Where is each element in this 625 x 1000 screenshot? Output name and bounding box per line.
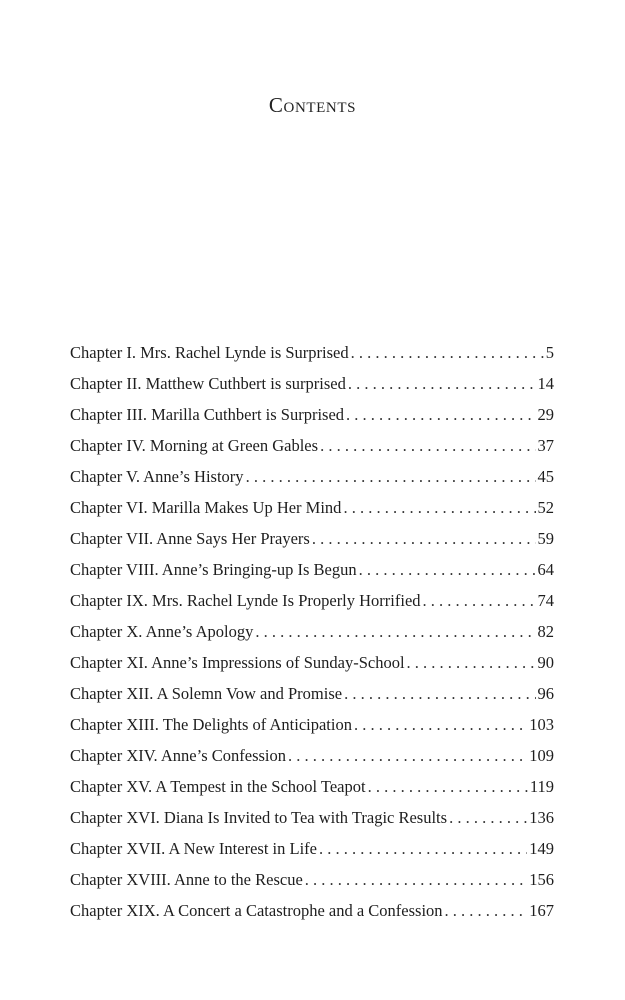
dot-leader bbox=[445, 897, 528, 925]
toc-entry bbox=[70, 432, 554, 463]
table-of-contents bbox=[70, 339, 554, 928]
toc-entry bbox=[70, 370, 554, 401]
page-number: 90 bbox=[537, 653, 554, 672]
dot-leader bbox=[346, 401, 535, 429]
chapter-title: Chapter XIV. Anne’s Confession bbox=[70, 746, 287, 765]
page-number: 45 bbox=[537, 467, 554, 486]
dot-leader bbox=[348, 370, 536, 398]
chapter-title: Chapter XIX. A Concert a Catastrophe and a Confession bbox=[70, 901, 443, 920]
dot-leader bbox=[368, 773, 528, 801]
dot-leader bbox=[344, 680, 535, 708]
toc-entry bbox=[70, 556, 554, 587]
page-number: 29 bbox=[537, 405, 554, 424]
dot-leader bbox=[449, 804, 527, 832]
page-number: 149 bbox=[529, 839, 554, 858]
page-number: 14 bbox=[537, 374, 554, 393]
dot-leader bbox=[407, 649, 536, 677]
page-number: 96 bbox=[537, 684, 554, 703]
page-number: 59 bbox=[537, 529, 554, 548]
page-number: 103 bbox=[529, 715, 554, 734]
dot-leader bbox=[343, 494, 535, 522]
dot-leader bbox=[359, 556, 536, 584]
page-number: 119 bbox=[529, 777, 554, 796]
chapter-title: Chapter XII. A Solemn Vow and Promise bbox=[70, 684, 343, 703]
page-number: 109 bbox=[529, 746, 554, 765]
page-title: Contents bbox=[268, 93, 357, 117]
page-number: 82 bbox=[537, 622, 554, 641]
toc-entry bbox=[70, 463, 554, 494]
toc-entry bbox=[70, 866, 554, 897]
dot-leader bbox=[320, 432, 535, 460]
chapter-title: Chapter IV. Morning at Green Gables bbox=[70, 436, 319, 455]
chapter-title: Chapter V. Anne’s History bbox=[70, 467, 244, 486]
chapter-title: Chapter XV. A Tempest in the School Teapot bbox=[70, 777, 366, 796]
chapter-title: Chapter III. Marilla Cuthbert is Surprised bbox=[70, 405, 345, 424]
chapter-title: Chapter II. Matthew Cuthbert is surprised bbox=[70, 374, 346, 393]
toc-entry bbox=[70, 680, 554, 711]
chapter-title: Chapter IX. Mrs. Rachel Lynde Is Properly Horrified bbox=[70, 591, 421, 610]
toc-entry bbox=[70, 835, 554, 866]
dot-leader bbox=[351, 339, 544, 367]
chapter-title: Chapter XI. Anne’s Impressions of Sunday-School bbox=[70, 653, 405, 672]
page-number: 64 bbox=[537, 560, 554, 579]
dot-leader bbox=[288, 742, 527, 770]
toc-entry bbox=[70, 897, 554, 928]
chapter-title: Chapter XVIII. Anne to the Rescue bbox=[70, 870, 303, 889]
page-number: 37 bbox=[537, 436, 554, 455]
dot-leader bbox=[246, 463, 536, 491]
toc-entry bbox=[70, 525, 554, 556]
dot-leader bbox=[255, 618, 535, 646]
chapter-title: Chapter VIII. Anne’s Bringing-up Is Begun bbox=[70, 560, 357, 579]
chapter-title: Chapter VII. Anne Says Her Prayers bbox=[70, 529, 310, 548]
page-number: 5 bbox=[545, 343, 554, 362]
page-number: 156 bbox=[529, 870, 554, 889]
toc-entry bbox=[70, 339, 554, 370]
chapter-title: Chapter XVII. A New Interest in Life bbox=[70, 839, 317, 858]
toc-entry bbox=[70, 494, 554, 525]
dot-leader bbox=[319, 835, 527, 863]
chapter-title: Chapter XIII. The Delights of Anticipation bbox=[70, 715, 352, 734]
dot-leader bbox=[312, 525, 536, 553]
toc-entry bbox=[70, 773, 554, 804]
page-number: 74 bbox=[537, 591, 554, 610]
chapter-title: Chapter I. Mrs. Rachel Lynde is Surprised bbox=[70, 343, 349, 362]
dot-leader bbox=[305, 866, 527, 894]
toc-entry bbox=[70, 711, 554, 742]
chapter-title: Chapter VI. Marilla Makes Up Her Mind bbox=[70, 498, 342, 517]
chapter-title: Chapter XVI. Diana Is Invited to Tea with Tragic Results bbox=[70, 808, 448, 827]
dot-leader bbox=[354, 711, 527, 739]
toc-entry bbox=[70, 618, 554, 649]
page-number: 136 bbox=[529, 808, 554, 827]
page-number: 167 bbox=[529, 901, 554, 920]
toc-entry bbox=[70, 742, 554, 773]
toc-entry bbox=[70, 804, 554, 835]
toc-entry bbox=[70, 401, 554, 432]
chapter-title: Chapter X. Anne’s Apology bbox=[70, 622, 254, 641]
toc-entry bbox=[70, 587, 554, 618]
toc-entry bbox=[70, 649, 554, 680]
page-number: 52 bbox=[537, 498, 554, 517]
dot-leader bbox=[423, 587, 536, 615]
